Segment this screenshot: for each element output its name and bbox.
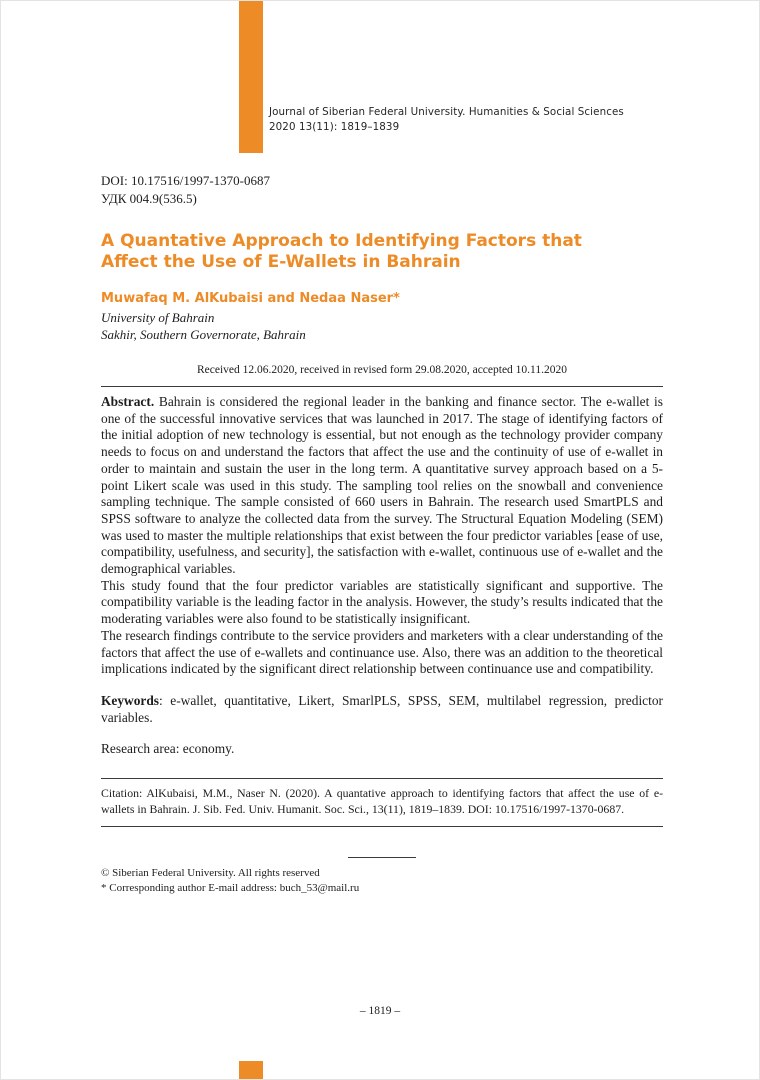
abstract-paragraph-3: The research findings contribute to the service providers and marketers with a clear understanding of the factors that affect the use of e-wallets and continuance use. Also, there was an addition to the theoretical implications indicated by the significant direct relationship between continuance use and compatibility. [101, 627, 663, 677]
journal-header [269, 105, 624, 135]
affiliation-block [101, 309, 663, 343]
doi-line: DOI: 10.17516/1997-1370-0687 [101, 173, 270, 188]
abstract-label: Abstract. [101, 394, 155, 409]
abstract-paragraph-2: This study found that the four predictor variables are statistically significant and supportive. The compatibility variable is the leading factor in the analysis. However, the study’s results indicated that the moderating variables were also found to be statistically insignificant. [101, 577, 663, 627]
affiliation-line2: Sakhir, Southern Governorate, Bahrain [101, 327, 306, 342]
footnote-copyright: © Siberian Federal University. All rights reserved [101, 867, 320, 880]
citation-paragraph: Citation: AlKubaisi, M.M., Naser N. (2020). A quantative approach to identifying factors that affect the use of e-wallets in Bahrain. J. Sib. Fed. Univ. Humanit. Soc. Sci., 13(11), 1819–1839. DOI: 10.17516/1997-1370-0687. [101, 786, 663, 816]
affiliation-line1: University of Bahrain [101, 310, 215, 325]
received-line: Received 12.06.2020, received in revised form 29.08.2020, accepted 10.11.2020 [196, 364, 568, 376]
abstract-text-1: Bahrain is considered the regional leader in the banking and finance sector. The e-wallet is one of the successful innovative services that was launched in 2017. The stage of identifying factors of the initial adoption of new technology is essential, but not enough as the technology provider company needs to focus on and understand the factors that affect the use and the continuity of use of e-wallet in order to maintain and sustain the user in the long term. A quantitative survey approach based on a 5-point Likert scale was used in this study. The sampling tool relies on the snowball and convenience sampling technique. The sample consisted of 660 users in Bahrain. The research used SmartPLS and SPSS software to analyze the collected data from the survey. The Structural Equation Modeling (SEM) was used to master the multiple relationships that exist between the four predictor variables [ease of use, compatibility, usefulness, and security], the satisfaction with e-wallet, continuous use of e-wallet and the demographical variables. [101, 394, 663, 577]
journal-header-line1: Journal of Siberian Federal University. Humanities & Social Sciences [269, 106, 624, 118]
citation-top-rule [101, 778, 663, 779]
footnote-author-email: * Corresponding author E-mail address: buch_53@mail.ru [101, 882, 360, 895]
keywords-text: : e-wallet, quantitative, Likert, SmarlPLS, SPSS, SEM, multilabel regression, predictor variables. [101, 692, 663, 725]
citation-bottom-rule [101, 826, 663, 827]
article-content [101, 172, 663, 896]
accent-bar-bottom [239, 1061, 263, 1079]
abstract-block [101, 394, 663, 678]
keywords-paragraph [101, 693, 663, 726]
abstract-paragraph-1 [101, 394, 663, 578]
keywords-label: Keywords [101, 692, 160, 708]
research-area-line: Research area: economy. [101, 741, 235, 757]
journal-header-line2: 2020 13(11): 1819–1839 [269, 121, 400, 133]
page-title: A Quantative Approach to Identifying Factors that Affect the Use of E-Wallets in Bahrain [101, 231, 582, 272]
footnote-block [101, 866, 663, 896]
footnote-divider [348, 857, 416, 858]
udk-line: УДК 004.9(536.5) [101, 191, 197, 206]
authors-line: Muwafaq M. AlKubaisi and Nedaa Naser* [101, 291, 400, 306]
abstract-top-rule [101, 386, 663, 387]
page-number: – 1819 – [359, 1005, 401, 1017]
accent-bar-top [239, 1, 263, 153]
